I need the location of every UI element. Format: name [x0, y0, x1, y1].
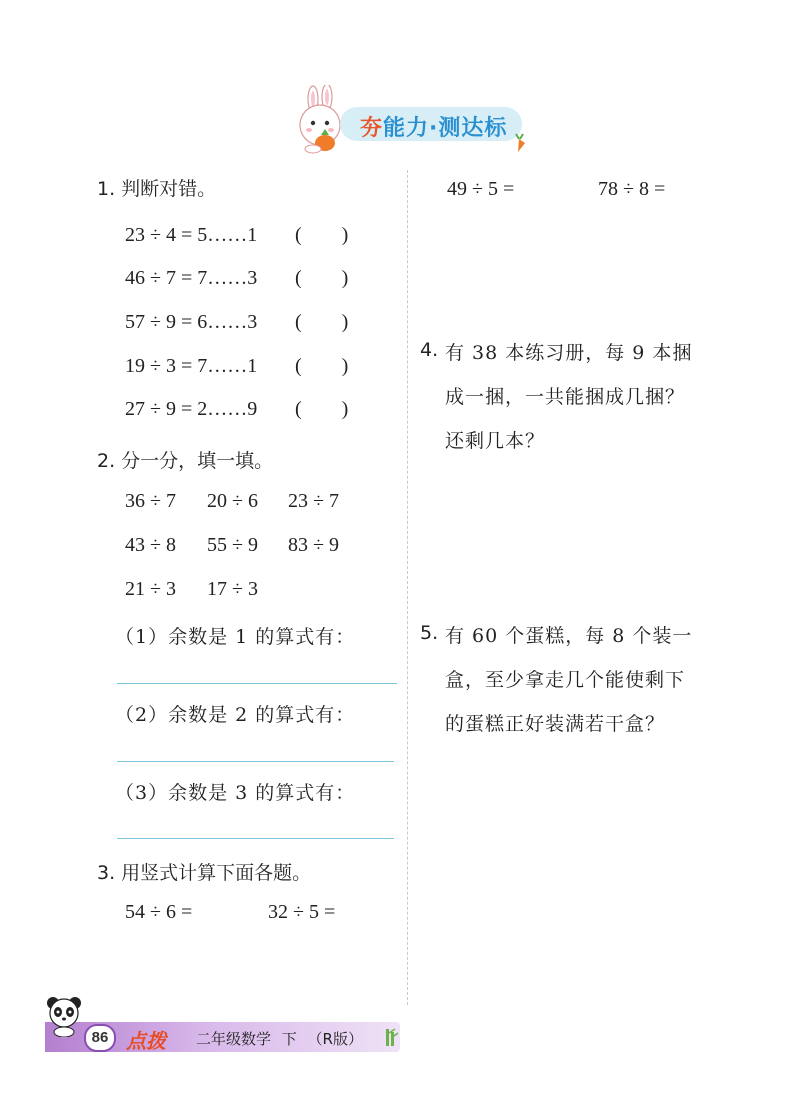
book-title: 二年级数学 下 （R版）	[196, 1030, 363, 1048]
banner-title	[360, 111, 507, 142]
page-number: 86	[84, 1024, 116, 1052]
panda-mascot-icon	[44, 995, 84, 1037]
q4-line: 有 38 本练习册，每 9 本捆	[445, 342, 693, 364]
q1-expr: 19 ÷ 3 = 7……1	[125, 355, 258, 377]
banner-title-lead: 夯	[360, 116, 384, 141]
q4-number: 4.	[420, 339, 439, 361]
answer-paren[interactable]: ( )	[295, 224, 349, 246]
q2-expr: 17 ÷ 3	[207, 578, 258, 600]
answer-line[interactable]	[117, 761, 394, 762]
q1-expr: 27 ÷ 9 = 2……9	[125, 398, 258, 420]
q3-expr: 78 ÷ 8 =	[598, 178, 666, 200]
q2-expr: 20 ÷ 6	[207, 490, 258, 512]
column-divider	[407, 170, 408, 1005]
section-banner	[285, 85, 530, 157]
q3-expr: 54 ÷ 6 =	[125, 901, 193, 923]
answer-paren[interactable]: ( )	[295, 398, 349, 420]
q4-line: 还剩几本？	[445, 430, 546, 452]
q2-expr: 36 ÷ 7	[125, 490, 176, 512]
q1-item	[125, 267, 349, 290]
q1-expr: 46 ÷ 7 = 7……3	[125, 267, 258, 289]
q2-expr: 43 ÷ 8	[125, 534, 176, 556]
q5-number: 5.	[420, 622, 439, 644]
q5-line: 盒，至少拿走几个能使剩下	[445, 669, 686, 691]
banner-title-text: 能力·测达标	[383, 116, 508, 141]
q1-item	[125, 355, 349, 378]
q3-heading: 3. 用竖式计算下面各题。	[97, 862, 312, 884]
answer-paren[interactable]: ( )	[295, 267, 349, 289]
q1-item	[125, 311, 349, 334]
brand-logo: 点拨	[126, 1029, 166, 1053]
q1-heading: 1. 判断对错。	[97, 178, 217, 200]
q5-line: 有 60 个蛋糕，每 8 个装一	[445, 625, 693, 647]
q2-sub-1: （1）余数是 1 的算式有：	[115, 626, 356, 648]
q1-item	[125, 224, 349, 247]
q1-expr: 57 ÷ 9 = 6……3	[125, 311, 258, 333]
answer-paren[interactable]: ( )	[295, 311, 349, 333]
q4-line: 成一捆，一共能捆成几捆？	[445, 386, 686, 408]
bamboo-icon	[382, 1027, 398, 1047]
q2-expr: 83 ÷ 9	[288, 534, 339, 556]
q3-expr: 32 ÷ 5 =	[268, 901, 336, 923]
answer-paren[interactable]: ( )	[295, 355, 349, 377]
q2-expr: 23 ÷ 7	[288, 490, 339, 512]
q5-line: 的蛋糕正好装满若干盒？	[445, 713, 666, 735]
q2-heading: 2. 分一分，填一填。	[97, 450, 274, 472]
q1-expr: 23 ÷ 4 = 5……1	[125, 224, 258, 246]
answer-line[interactable]	[117, 838, 394, 839]
q2-sub-2: （2）余数是 2 的算式有：	[115, 704, 356, 726]
answer-line[interactable]	[117, 683, 397, 684]
carrot-icon	[510, 133, 528, 153]
q3-expr: 49 ÷ 5 =	[447, 178, 515, 200]
q1-item	[125, 398, 349, 421]
q2-expr: 55 ÷ 9	[207, 534, 258, 556]
q2-expr: 21 ÷ 3	[125, 578, 176, 600]
q2-sub-3: （3）余数是 3 的算式有：	[115, 782, 356, 804]
